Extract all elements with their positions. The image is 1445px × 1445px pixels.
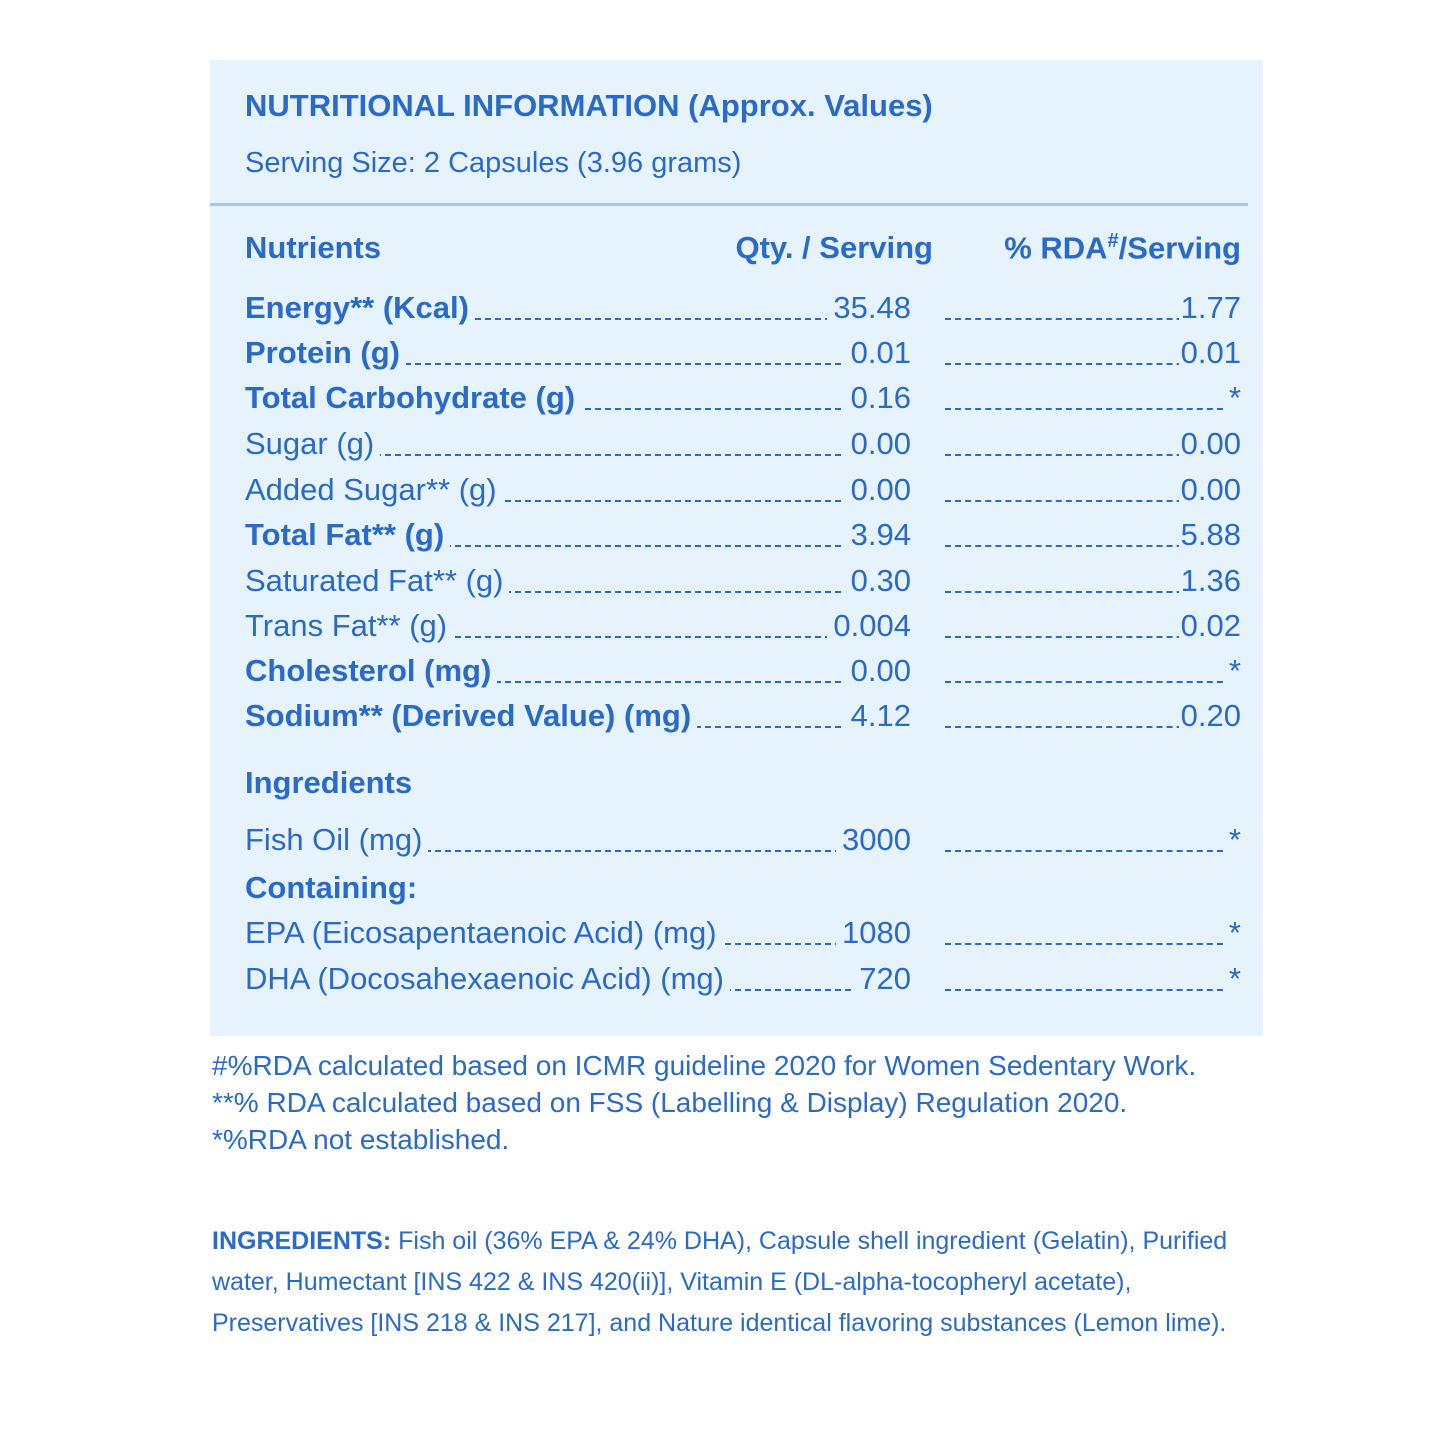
nutrient-qty: 0.00	[845, 653, 911, 689]
nutrient-row-sugar	[245, 424, 1241, 464]
ingredients-label: INGREDIENTS:	[212, 1227, 392, 1255]
header-nutrients: Nutrients	[245, 230, 382, 265]
nutrient-row-saturated-fat	[245, 561, 1241, 601]
nutrient-rda: 1.77	[1180, 290, 1241, 325]
nutrient-qty: 4.12	[845, 698, 911, 734]
nutrient-rda: 5.88	[1180, 517, 1241, 552]
ingredient-label: DHA (Docosahexaenoic Acid) (mg)	[245, 961, 730, 997]
nutrient-rda: 0.00	[1180, 472, 1241, 507]
footnote-icmr: #%RDA calculated based on ICMR guideline 2020 for Women Sedentary Work.	[212, 1050, 1197, 1081]
ingredients-heading: Ingredients	[245, 765, 413, 800]
ingredient-qty: 1080	[836, 915, 911, 951]
nutrition-panel	[210, 60, 1263, 1036]
nutrient-qty: 0.00	[845, 472, 911, 508]
footnotes	[212, 1047, 1262, 1158]
ingredient-rda: *	[1228, 915, 1241, 950]
ingredients-list: Fish oil (36% EPA & 24% DHA), Capsule shell ingredient (Gelatin), Purified water, Humectant [INS 422 & INS 420(ii)], Vitamin E (DL-alpha-tocopheryl acetate), Preservatives [INS 218 & INS 217], and Nature identical flavoring substances (Lemon lime).	[212, 1227, 1228, 1337]
ingredient-rda: *	[1228, 822, 1241, 857]
nutrient-label: Trans Fat** (g)	[245, 608, 453, 644]
nutrient-row-sodium	[245, 696, 1241, 736]
serving-size: Serving Size: 2 Capsules (3.96 grams)	[245, 147, 742, 179]
ingredient-label: EPA (Eicosapentaenoic Acid) (mg)	[245, 915, 723, 951]
nutrient-qty: 0.00	[845, 426, 911, 462]
divider	[210, 203, 1248, 206]
footnote-not-established: *%RDA not established.	[212, 1124, 510, 1155]
nutrient-row-energy	[245, 288, 1241, 328]
ingredient-row-dha	[245, 959, 1241, 999]
nutrient-row-total-fat	[245, 515, 1241, 555]
ingredient-qty: 3000	[836, 822, 911, 858]
nutrient-rda: 0.01	[1180, 335, 1241, 370]
nutrient-label: Sodium** (Derived Value) (mg)	[245, 698, 697, 734]
nutrient-label: Cholesterol (mg)	[245, 653, 497, 689]
nutrient-qty: 0.30	[845, 563, 911, 599]
ingredient-qty: 720	[853, 961, 911, 997]
ingredient-row-fish-oil	[245, 820, 1241, 860]
nutrient-row-trans-fat	[245, 606, 1241, 646]
nutrient-label: Added Sugar** (g)	[245, 472, 503, 508]
panel-title: NUTRITIONAL INFORMATION (Approx. Values)	[245, 88, 933, 123]
ingredient-rda: *	[1228, 961, 1241, 996]
ingredient-label: Fish Oil (mg)	[245, 822, 428, 858]
nutrient-rda: 0.00	[1180, 426, 1241, 461]
nutrient-qty: 35.48	[827, 290, 911, 326]
nutrient-rda: *	[1228, 380, 1241, 415]
nutrient-label: Energy** (Kcal)	[245, 290, 475, 326]
header-rda: % RDA#/Serving	[1004, 230, 1241, 266]
containing-heading: Containing:	[245, 870, 418, 905]
nutrient-rda: 0.02	[1180, 608, 1241, 643]
ingredients-statement	[212, 1221, 1262, 1344]
nutrient-label: Saturated Fat** (g)	[245, 563, 509, 599]
nutrient-label: Total Fat** (g)	[245, 517, 450, 553]
nutrient-label: Total Carbohydrate (g)	[245, 380, 581, 416]
nutrient-row-carbohydrate	[245, 378, 1241, 418]
footnote-fss: **% RDA calculated based on FSS (Labelling & Display) Regulation 2020.	[212, 1087, 1128, 1118]
nutrient-row-cholesterol	[245, 651, 1241, 691]
nutrient-rda: 0.20	[1180, 698, 1241, 733]
header-qty: Qty. / Serving	[735, 230, 933, 265]
nutrient-label: Sugar (g)	[245, 426, 380, 462]
nutrient-qty: 0.004	[827, 608, 911, 644]
nutrient-rda: *	[1228, 653, 1241, 688]
ingredient-row-epa	[245, 913, 1241, 953]
nutrient-qty: 0.01	[845, 335, 911, 371]
nutrient-qty: 3.94	[845, 517, 911, 553]
nutrient-row-added-sugar	[245, 470, 1241, 510]
nutrient-qty: 0.16	[845, 380, 911, 416]
nutrient-row-protein	[245, 333, 1241, 373]
nutrient-rda: 1.36	[1180, 563, 1241, 598]
nutrient-label: Protein (g)	[245, 335, 406, 371]
